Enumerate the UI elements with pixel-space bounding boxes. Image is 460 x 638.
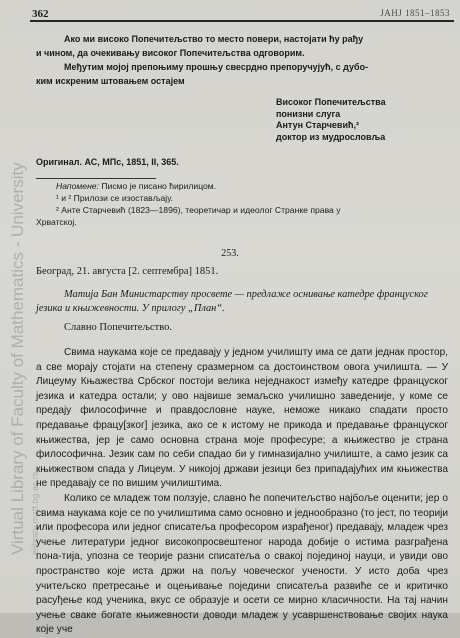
closing-paragraph [36,32,444,88]
closing-line: ким искреним штовањем остајем [36,76,185,86]
note-text: ² Анте Старчевић (1823—1896), теоретичар и идеолог Странке права у [56,205,341,215]
signature-line: Високог Попечитељства [276,97,386,107]
date-line: Београд, 21. августа [2. септембра] 1851. [36,266,219,277]
footnote-rule [36,178,156,179]
notes-label: Напомене: [56,181,99,191]
body-paragraph: Свима наукама које се предавају у једном училишту има се дати једнак простор, а све морају стојати на степену сразмерном са достоинством овога училишта. — У Лицеуму Књажества Србског постоји велика неједнакост између катедре француског језика и катедра остали; у ово највише земаљско училишно заведеније, у коме се предају философичне и правдословне науке, неможе никако спадати просто предавање фрацу[зког] језика, ако се к истому не прикода и предавање француског књижества, јер је само основна страна моје професуре; а књижество је страна философична. Језик сам по себи спадао би у гимназијално училиште, а само језик са књижеством спада у Лицеум. У никојој држави језици без припадајућих им књижества не предавају се по вишим училиштима. [36,347,448,490]
closing-line: и чином, да очекивању високог Попечитељства одговорим. [36,48,305,58]
signature-line: доктор из мудрословља [276,131,386,142]
note-text: ¹ и ² Прилози се изостављају. [56,193,174,203]
body-text [36,346,448,638]
note-text: Хрватској. [36,217,77,227]
running-head: ЈАНЈ 1851–1853 [380,8,450,18]
closing-line: Ако ми високо Попечитељство то место повери, настојати ћу рађу [64,34,364,44]
document-summary: Матија Бан Министарству просвете — предлаже оснивање катедре француског језика и књижевности. У прилогу „План“. [36,289,428,314]
document-number: 253. [221,248,239,259]
salutation: Славно Попечитељство. [64,322,172,333]
watermark-url: elibrary.matf.bg.ac.rs [30,471,40,555]
source-line: Оригинал. АС, МПс, 1851, II, 365. [36,157,179,167]
closing-line: Међутим мојој препоњиму прошњу свесрдно препоручујућ, с дубо- [64,62,369,72]
watermark-text: Virtual Library of Faculty of Mathematics - University [8,162,27,555]
signature-line: Антун Старчевић,² [276,120,359,130]
note-text: Писмо је писано ћирилицом. [101,181,217,191]
signature-block [276,97,386,143]
footnotes [36,180,446,228]
page-number: 362 [32,8,49,20]
body-paragraph: Колико се младеж том ползује, славно ће попечитељство најбоље оценити; јер о свима наукама које се по училиштима само основно и једнообразно (то јест, по теорији или професора или једног списатеља професором израђеног) предавају, младеж чрез учење литератури једног високопросвештеног народа добије о истима разграђена пона-тија, упозна се теорије разни списатеља о свакој појединој науци, и увиди ово пространство које иста држи на пољу човеческог учености. У исто доба чрез учитељско претресање и оцењивање поједини списатеља развиће се и критичко расуђење код ученика, вкус се образује и осети се мирно класичности. На тај начин учење сваке богате књижевности доводи младеж у усавршенствовање својих наука које уче [36,492,448,636]
signature-line: понизни слуга [276,108,341,119]
